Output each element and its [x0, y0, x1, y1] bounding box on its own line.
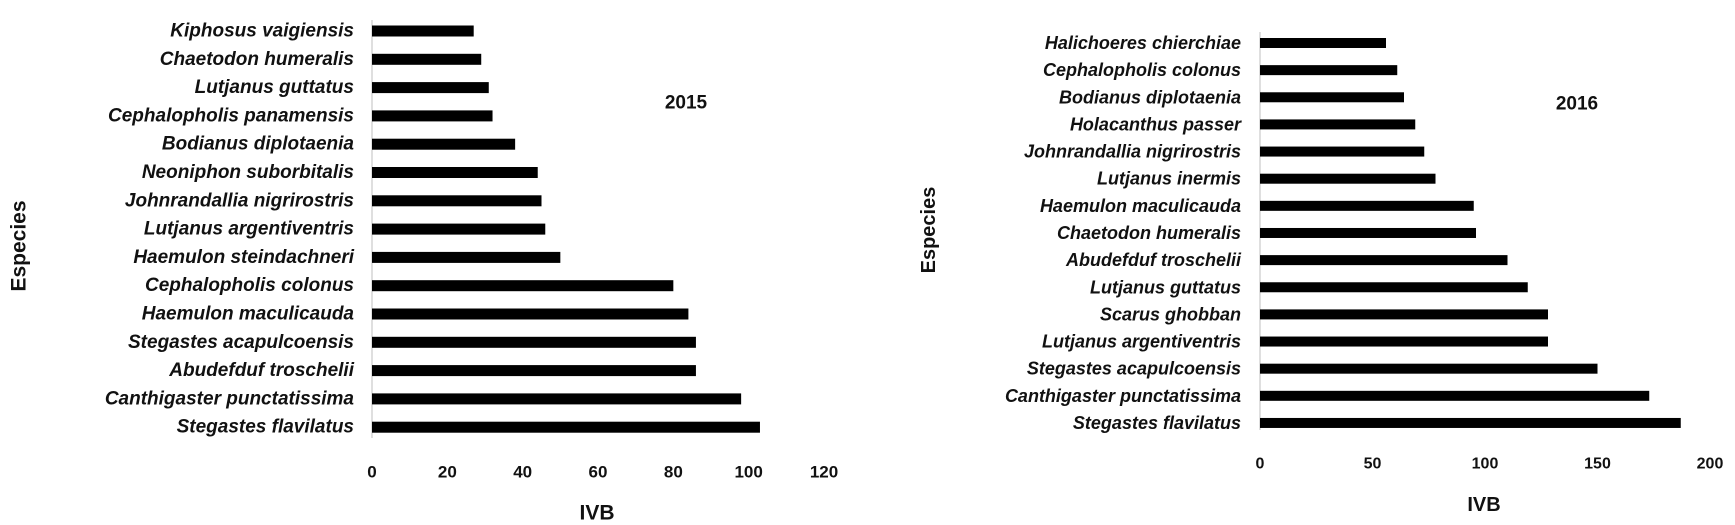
category-label: Johnrandallia nigrirostris: [1023, 141, 1241, 162]
bar: [1260, 309, 1548, 319]
y-axis-title: Especies: [7, 200, 31, 292]
year-annotation: 2015: [664, 92, 708, 114]
bar: [1260, 255, 1508, 265]
bar: [1260, 228, 1476, 238]
category-label: Cephalopholis colonus: [1042, 60, 1241, 81]
bar: [372, 195, 542, 206]
x-tick-label: 60: [588, 462, 608, 482]
x-tick-label: 40: [513, 462, 533, 482]
bar: [1260, 282, 1528, 292]
bar: [1260, 201, 1474, 211]
x-tick-label: 80: [663, 462, 683, 482]
category-label: Bodianus diplotaenia: [161, 133, 354, 155]
bar: [1260, 337, 1548, 347]
bar: [372, 393, 741, 404]
category-label: Holacanthus passer: [1069, 114, 1241, 135]
bar: [372, 280, 673, 291]
category-label: Chaetodon humeralis: [1056, 222, 1241, 243]
bar: [372, 309, 688, 320]
bar: [372, 26, 474, 37]
category-label: Haemulon maculicauda: [1039, 195, 1241, 216]
bar: [1260, 147, 1424, 157]
category-label: Lutjanus argentiventris: [143, 218, 354, 240]
bar: [1260, 92, 1404, 102]
category-label: Cephalopholis colonus: [144, 275, 354, 297]
category-label: Haemulon steindachneri: [133, 246, 354, 268]
bar: [1260, 418, 1681, 428]
category-label: Stegastes acapulcoensis: [1026, 358, 1241, 379]
bar: [372, 167, 538, 178]
x-tick-label: 120: [809, 462, 839, 482]
category-label: Lutjanus guttatus: [194, 77, 354, 99]
bar: [372, 110, 493, 121]
bar: [372, 337, 696, 348]
category-label: Haemulon maculicauda: [141, 303, 354, 325]
y-axis-title: Especies: [918, 186, 940, 274]
category-label: Scarus ghobban: [1099, 304, 1241, 325]
bar: [372, 252, 560, 263]
bar: [1260, 38, 1386, 48]
category-label: Chaetodon humeralis: [159, 48, 354, 70]
x-tick-label: 0: [1255, 455, 1265, 473]
category-label: Abudefduf troschelii: [1066, 250, 1241, 271]
bar: [372, 54, 481, 65]
category-label: Stegastes acapulcoensis: [128, 331, 354, 353]
category-label: Canthigaster punctatissima: [104, 388, 354, 410]
x-tick-label: 150: [1584, 455, 1611, 473]
category-label: Abudefduf troschelii: [169, 360, 354, 382]
bar: [372, 365, 696, 376]
category-label: Canthigaster punctatissima: [1004, 385, 1241, 406]
bar: [1260, 65, 1397, 75]
category-label: Johnrandallia nigrirostris: [124, 190, 354, 212]
chart-2016: [918, 32, 1723, 516]
bar: [1260, 174, 1436, 184]
category-label: Bodianus diplotaenia: [1058, 87, 1241, 108]
year-annotation: 2016: [1555, 93, 1599, 115]
category-label: Lutjanus guttatus: [1090, 277, 1241, 298]
category-label: Stegastes flavilatus: [1072, 412, 1241, 433]
chart-2015: [8, 20, 839, 525]
bar: [372, 82, 489, 93]
bar: [372, 224, 545, 235]
category-label: Neoniphon suborbitalis: [141, 162, 354, 183]
x-tick-label: 50: [1363, 455, 1382, 473]
category-label: Lutjanus argentiventris: [1041, 331, 1241, 352]
bar: [372, 422, 760, 433]
bar: [1260, 364, 1598, 374]
category-label: Stegastes flavilatus: [176, 416, 354, 438]
x-tick-label: 20: [437, 462, 457, 482]
bar: [1260, 391, 1649, 401]
x-tick-label: 100: [734, 462, 763, 482]
category-label: Kiphosus vaigiensis: [170, 20, 354, 42]
category-label: Cephalopholis panamensis: [108, 105, 354, 127]
category-label: Lutjanus inermis: [1096, 168, 1241, 189]
bar: [1260, 119, 1415, 129]
category-label: Halichoeres chierchiae: [1044, 33, 1241, 53]
x-tick-label: 0: [367, 462, 377, 482]
x-axis-title: IVB: [1467, 494, 1501, 516]
x-axis-title: IVB: [579, 501, 615, 525]
x-tick-label: 100: [1471, 455, 1499, 473]
bar: [372, 139, 515, 150]
x-tick-label: 200: [1696, 455, 1724, 473]
